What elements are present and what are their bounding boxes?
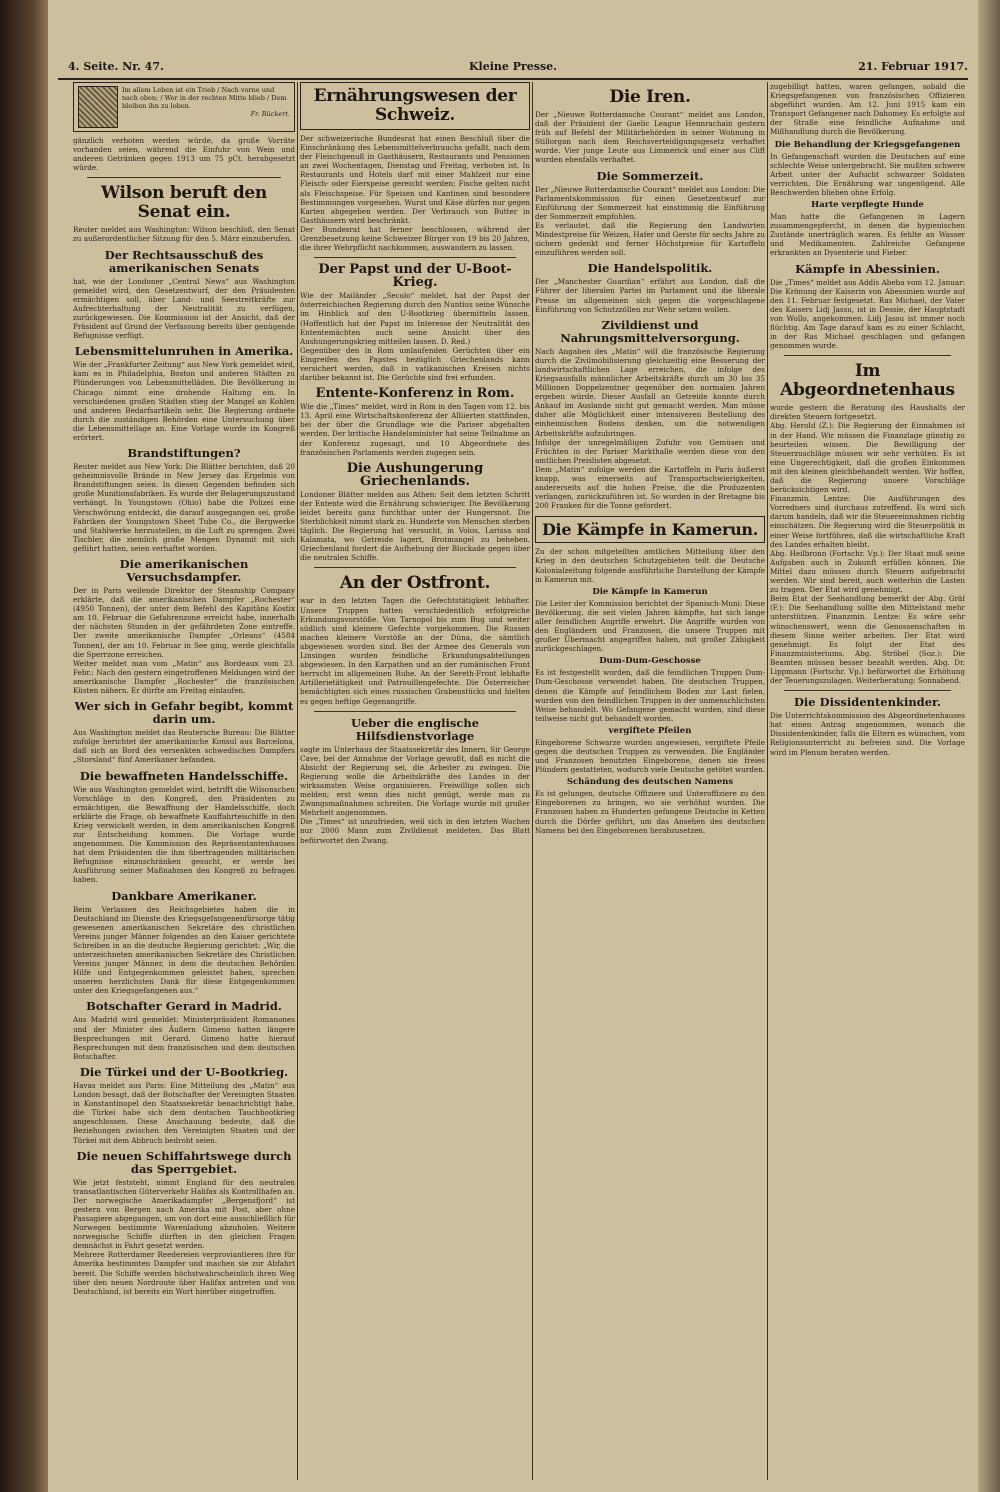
article-headline: Der Rechtsausschuß des amerikanischen Senats: [104, 247, 264, 275]
article-headline: An der Ostfront.: [339, 573, 491, 594]
headline-box: [300, 82, 530, 130]
divider: [784, 355, 951, 356]
article-headline: Ueber die englische Hilfsdienstvorlage: [350, 715, 480, 743]
poem-box: [73, 82, 295, 132]
article-headline: Zivildienst und Nahrungsmittelversorgung.: [560, 317, 740, 345]
article-headline: Die neuen Schiffahrtswege durch das Sperrgebiet.: [76, 1148, 292, 1176]
article-text: Wie der Mailänder „Secolo“ meldet, hat der Papst der österreichischen Regierung durch den Nuntius seine Wünsche im Hinblick auf den U-Bootkrieg übermitteln lassen. (Hoffentlich hat der Papst im Interesse der Neutralität den Ententemächten auch seine Ansicht über den Aushungerungskrieg mitteilen lassen. D. Red.): [300, 291, 530, 346]
article-text: Mehrere Rotterdamer Reedereien verproviantieren ihre für Amerika bestimmten Dampfer und machen sie zur Abfahrt bereit. Die Schiffe werden höchstwahrscheinlich ihren Weg über den neuen Nordroute über Halifax antreten und von Deutschland, ist bereits ein Wort hierüber eingetroffen.: [73, 1250, 295, 1296]
article-text: Reuter meldet aus Washington: Wilson beschloß, den Senat zu außerordentlicher Sitzung für den 5. März einzuberufen.: [73, 225, 295, 244]
article-text: sagte im Unterhaus der Staatssekretär des Innern, Sir George Cave, bei der Annahme der Vorlage gewußt, daß es nicht die Absicht der Regierung sei, die Arbeiter zu zwingen. Die Regierung wolle die Arbeitskräfte des Landes in der wirksamsten Weise organisieren. Freiwillige sollen sich melden; erst wenn dies nicht genügt, werde man zu Zwangsmaßnahmen schreiten. Die Vorlage wurde mit großer Mehrheit angenommen.: [300, 744, 530, 818]
divider: [784, 690, 951, 691]
article-text: Der „Manchester Guardian“ erfährt aus London, daß die Führer der liberalen Partei im Parlament und die liberale Presse im allgemeinen sich gegen die vorgeschlagene Einführung von Schutzzöllen zur Wehr setzen wollen.: [535, 277, 765, 314]
column-3: [535, 82, 765, 1480]
article-text: war in den letzten Tagen die Gefechtstätigkeit lebhafter. Unsere Truppen hatten verschiedentlich erfolgreiche Erkundungsvorstöße. Von Tarnopol bis zum Bug und weiter südlich sind kleinere Gefechte vorgekommen. Die Russen machen kleinere Vorstöße an der Düna, die sämtlich abgewiesen worden sind. Bei der Armee des Generals von Linsingen wurden feindliche Erkundungsabteilungen abgewiesen. In den Karpathen und an der rumänischen Front herrscht im allgemeinen Ruhe. An der Sereth-Front lebhafte Artillerietätigkeit und Patrouillengefechte. Die Österreicher bemächtigten sich eines russischen Grabenstücks und hielten es gegen heftige Gegenangriffe.: [300, 596, 530, 706]
article-headline: Die Iren.: [609, 87, 691, 107]
article-text: Es verlautet, daß die Regierung den Landwirten Mindestpreise für Weizen, Hafer und Gerste für sechs Jahre zu sichern gedenkt und ferner Höchstpreise für Kartoffeln einzuführen werden soll.: [535, 220, 765, 258]
newspaper-title: Kleine Presse.: [468, 60, 558, 73]
article-headline: Entente-Konferenz in Rom.: [315, 386, 515, 402]
page-header: [58, 60, 968, 80]
section-subheading: Die Kämpfe in Kamerun: [592, 586, 708, 597]
article-headline: Wilson beruft den Senat ein.: [101, 183, 267, 223]
article-text: Beim Verlassen des Reichsgebietes haben die in Deutschland im Dienste des Kriegsgefangenenfürsorge tätig gewesenen amerikanischen Sekretäre des christlichen Vereins junger Männer folgendes an den Kaiser gerichtete Schreiben in an die deutsche Regierung gerichtet: „Wir, die unterzeichneten amerikanischen Sekretäre des Christlichen Vereins junger Männer, in dem die deutschen Behörden Hilfe und Entgegenkommen geleistet haben, sprechen unseren herzlichsten Dank für diese Entgegenkommen unter den Kriegsgefangenen aus.“: [73, 904, 295, 996]
article-text: Aus Madrid wird gemeldet: Ministerpräsident Romanones und der Minister des Äußern Gimeno hatten längere Besprechungen mit Gerard. Gimeno hatte hierauf Besprechungen mit dem französischen und dem deutschen Botschafter.: [73, 1015, 295, 1061]
divider: [87, 177, 281, 178]
article-headline: Die Kämpfe in Kamerun.: [541, 520, 759, 540]
article-headline: Die Sommerzeit.: [596, 168, 704, 183]
divider: [314, 257, 516, 258]
article-text: Finanzmin. Lentze: Die Ausführungen des Vorredners sind durchaus zutreffend. Es wird sich darum handeln, daß wir die Steuereinnahmen richtig einschätzen. Die Regierung wird die Steuerpolitik in einer Weise fortführen, daß die wirtschaftliche Kraft des Landes erhalten bleibt.: [770, 494, 965, 549]
article-text: Zu der schon mitgeteilten amtlichen Mitteilung über den Krieg in den deutschen Schutzgebieten teilt die Deutsche Kolonialzeitung folgende ausführliche Darstellung der Kämpfe in Kamerun mit.: [535, 547, 765, 584]
article-text: Der Bundesrat hat ferner beschlossen, während der Grenzbesetzung keine Schweizer Bürger von 19 bis 20 Jahren, die ihrer Wehrpflicht nachkommen, auswandern zu lassen.: [300, 224, 530, 253]
article-text: Man hatte die Gefangenen in Lagern zusammengepfercht, in denen die hygienischen Zustände unerträglich waren. Es fehlte an Wasser und Medikamenten. Zahlreiche Gefangene erkrankten an Dysenterie und Fieber.: [770, 212, 965, 258]
article-text: Gegenüber den in Rom umlaufenden Gerüchten über ein Eingreifen des Papstes bezüglich Griechenlands kann versichert werden, daß in vatikanischen Kreisen nichts darüber bekannt ist. Die Gerüchte sind frei erfunden.: [300, 345, 530, 383]
column-rule: [297, 82, 298, 1480]
article-text: Der in Paris weilende Direktor der Steamship Company erklärte, daß die amerikanischen Dampfer „Rochester“ (4950 Tonnen), der unter dem Befehl des Kapitäns Kostix am 10. Februar die Gefahrenzone erreicht habe, innerhalb der nächsten Stunden in der gefährdeten Zone eintreffe. Der zweite amerikanische Dampfer „Orleans“ (4584 Tonnen), der am 10. Februar in See ging, werde gleichfalls die Sperrzone erreichen.: [73, 586, 295, 659]
article-text: Der „Nieuwe Rotterdamsche Courant“ meldet aus London, daß der Präsident der Gaelic League Hennrachain gestern früh auf Befehl der Militärbehörden in seiner Wohnung in Stillorgan nach dem Reichsverteidigungsgesetz verhaftet wurde. Vier junge Leute aus Limmerick und einer aus Cliff wurden ebenfalls verhaftet.: [535, 110, 765, 165]
article-text: hat, wie der Londoner „Central News“ aus Washington gemeldet wird, den Gesetzentwurf, der den Präsidenten ermächtigen soll, über Land- und Seestreitkräfte zur Aufrechterhaltung der Neutralität zu verfügen, zurückgewiesen. Die Kommission ist der Ansicht, daß der Präsident auf Grund der Verfassung bereits über genügende Befugnisse verfügt.: [73, 276, 295, 341]
article-text: zugebilligt hatten, waren gefangen, sobald die Kriegsgefangenen von französischen Offizieren abgeführt wurden. Am 12. Juni 1915 kam ein Transport Gefangener nach Dahomey. Es erfolgte auf der Straße eine feindliche Aufnahme und Mißhandlung durch die Bevölkerung.: [770, 82, 965, 137]
divider: [314, 567, 516, 568]
column-rule: [532, 82, 533, 1480]
poem-illustration: [78, 86, 118, 128]
article-headline: Ernährungswesen der Schweiz.: [313, 86, 517, 125]
article-text: Abg. Heilbronn (Fortschr. Vp.): Der Staat muß seine Aufgaben auch in Zukunft erfüllen können. Die Mittel dazu müssen durch Steuern aufgebracht werden. Wir sind bereit, auch weiterhin die Lasten zu tragen. Der Etat wird genehmigt.: [770, 548, 965, 595]
article-text: Die Leiter der Kommission berichtet der Spanisch-Muni: Diese Bevölkerung, die seit vielen Jahren kämpfte, hat sich lange aller feindlichen Angriffe erwehrt. Die Angriffe wurden von den Engländern und Franzosen, die unsere Truppen mit großer Übermacht angegriffen haben, mit großer Zähigkeit zurückgeschlagen.: [535, 598, 765, 654]
column-rule: [767, 82, 768, 1480]
article-text: Eingeborene Schwarze wurden angewiesen, vergiftete Pfeile gegen die deutschen Truppen zu verwenden. Die Engländer und Franzosen benutzten Eingeborene, denen sie freies Plündern gestatteten, wodurch viele Deutsche getötet wurden.: [535, 737, 765, 775]
article-headline: Die amerikanischen Versuchsdampfer.: [119, 557, 249, 584]
section-subheading: Dum-Dum-Geschosse: [599, 656, 701, 667]
headline-box: [535, 516, 765, 543]
article-text: Wie aus Washington gemeldet wird, betrifft die Wilsonschen Vorschläge in den Kongreß, den Präsidenten zu ermächtigen, die Bewaffnung der Handelsschiffe, doch erklärte die Frage, ob bewaffnete Kauffahrteischiffe in den Krieg verwickelt werden, in dem amerikanischen Kongreß zur Entscheidung kommen. Die Vorlage wurde angenommen. Die Kommission des Repräsentantenhauses hat dem Präsidenten die ihm übertragenden militärischen Befugnisse einzuschränken gesucht, er werde bei Ausführung seiner Maßnahmen den Kongreß zu befragen haben.: [73, 784, 295, 885]
section-subheading: Harte verpflegte Hunde: [811, 200, 924, 211]
divider: [314, 711, 516, 712]
article-text: Wie der „Frankfurter Zeitung“ aus New York gemeldet wird, kam es in Philadelphia, Boston und anderen Städten zu Plünderungen von Lebensmittelläden. Die Bevölkerung in Chicago nimmt eine drohende Haltung ein. In verschiedenen großen Städten stieg der Mangel an Kohlen und anderen Bedarfsartikeln sehr. Die Regierung ordnete durch die zuständigen Behörden eine Untersuchung über die Lebensmittellage an. Eine Vorlage wurde im Kongreß erörtert.: [73, 360, 295, 442]
article-headline: Der Papst und der U-Boot-Krieg.: [318, 262, 512, 291]
article-text: Wie jetzt feststeht, nimmt England für den neutralen transatlantischen Güterverkehr Halifax als Kontrollhafen an. Der norwegische Amerikadampfer „Bergensfjord“ ist gestern von Bergen nach Amerika mit Post, aber ohne Passagiere abgegangen, um von dort eine ausschließlich für Norwegen bestimmte Warenladung abzuholen. Weitere norwegische Schiffe dürften in den gleichen Fragen demnächst in Fahrt gesetzt werden.: [73, 1177, 295, 1251]
article-headline: Botschafter Gerard in Madrid.: [86, 999, 282, 1014]
poem-author: Fr. Rückert.: [250, 110, 290, 118]
article-text: gänzlich verboten werden würde, da große Vorräte vorhanden seien, während die Einfuhr von Wein und anderen Getränken gegen 1913 um 75 pCt. herabgesetzt würde.: [73, 136, 295, 173]
article-text: Es ist gelungen, deutsche Offiziere und Unteroffiziere zu den Eingeborenen zu bringen, wo sie verhöhnt wurden. Die Franzosen haben zu Hunderten gefangene Deutsche in Ketten durch die Dörfer geführt, um das Ansehen des deutschen Namens bei den Eingeborenen herabzusetzen.: [535, 789, 765, 835]
article-text: Wie die „Times“ meldet, wird in Rom in den Tagen vom 12. bis 13. April eine Wirtschaftskonferenz der Alliierten stattfinden, bei der über die Grundlage wie die Pariser abgehalten werden. Der britische Handelsminister hat seine Teilnahme an der Konferenz zugesagt, und 10 Abgeordnete des französischen Parlaments werden zugegen sein.: [300, 402, 530, 457]
page-edge: [978, 0, 1000, 1492]
article-text: Havas meldet aus Paris: Eine Mitteilung des „Matin“ aus London besagt, daß der Botschafter der Vereinigten Staaten in Konstantinopel den Staatssekretär benachrichtigt habe, die Türkei habe sich dem deutschen Tauchbootkrieg angeschlossen. Diese Anschauung bedeute, daß die Beziehungen zwischen den Vereinigten Staaten und der Türkei mit dem Abbruch bedroht seien.: [73, 1080, 295, 1145]
article-text: Infolge der unregelmäßigen Zufuhr von Gemüsen und Früchten in der Pariser Markthalle werden diese von den amtlichen Preislisten abgesetzt.: [535, 437, 765, 465]
article-text: Die „Times“ meldet aus Addis Abeba vom 12. Januar: Die Krönung der Kaiserin von Abessinien wurde auf den 11. Februar festgesetzt. Ras Michael, der Vater des Kaisers Lidj Jassu, ist in Dessie, der Hauptstadt von Wollo, angekommen. Lidj Jassu ist immer noch flüchtig. Am Tage darauf kam es zu einer Schlacht, in der Ras Michael geschlagen und gefangen genommen wurde.: [770, 277, 965, 351]
section-subheading: Die Behandlung der Kriegsgefangenen: [774, 139, 961, 150]
article-text: Dem „Matin“ zufolge werden die Kartoffeln in Paris äußerst knapp, was einerseits auf Transportschwierigkeiten, andererseits auf die hohen Preise, die die Produzenten verlangen, zurückzuführen ist. So wurden in der Bretagne bis 200 Franken für die Tonne gefordert.: [535, 464, 765, 511]
article-text: Die Unterrichtskommission des Abgeordnetenhauses hat einen Antrag angenommen, wonach die Dissidentenkinder, falls die Eltern es wünschen, vom Religionsunterricht zu befreien sind. Die Vorlage wird im Plenum beraten werden.: [770, 711, 965, 757]
book-binding-edge: [0, 0, 48, 1492]
article-headline: Die Türkei und der U-Bootkrieg.: [79, 1064, 289, 1079]
article-headline: Wer sich in Gefahr begibt, kommt darin um.: [74, 699, 294, 727]
article-text: Londoner Blätter melden aus Athen: Seit dem letzten Schritt der Entente wird die Ernährung schwieriger. Die Bevölkerung leidet bereits ganz furchtbar unter der Hungersnot. Die Sterblichkeit nimmt stark zu. Hunderte von Menschen sterben täglich. Die Regierung hat versucht, in Volos, Larissa und Kalamata, wo Getreide lagert, Brotmangel zu beheben. Griechenland fordert die Aufhebung der Blockade gegen über die neutralen Schiffe.: [300, 489, 530, 563]
article-headline: Kämpfe in Abessinien.: [795, 261, 940, 276]
article-text: Nach Angaben des „Matin“ will die französische Regierung durch die Zivilmobilisierung gleichzeitig eine Besserung der landwirtschaftlichen Lage erreichen, die infolge des Kriegsausfalls männlicher Arbeitskräfte durch um 30 bis 35 Millionen Doppelzentner gegenüber den normalen Jahren ergeben würde. Dieser Ausfall an Getreide konnte durch Ankauf im Auslande nicht gut gemacht werden. Man müsse daher alle Möglichkeit einer intensiveren Bestellung des einheimischen Bodens denken, um die notwendigen Arbeitskräfte aufzubringen.: [535, 346, 765, 438]
column-1: [73, 82, 295, 1480]
article-text: wurde gestern die Beratung des Haushalts der direkten Steuern fortgesetzt.: [770, 403, 965, 422]
poem-text: Im allem Leben ist ein Trieb / Nach vorne und nach oben; / Wer in der rechten Mitte blieb / Dem bleiben ihn zu loben.: [122, 86, 287, 110]
issue-date: 21. Februar 1917.: [858, 60, 968, 73]
article-text: Es ist festgestellt worden, daß die feindlichen Truppen Dum-Dum-Geschosse verwendet haben. Die deutschen Truppen, denen die Kämpfe auf feindlichem Boden zur Last fielen, wurden von den feindlichen Truppen in der unmenschlichsten Weise behandelt. Wo Gefangene gemacht wurden, sind diese teilweise nicht gut behandelt worden.: [535, 668, 765, 723]
article-text: Weiter meldet man vom „Matin“ aus Bordeaux vom 23. Febr.: Nach den gestern eingetroffenen Meldungen wird der amerikanische Dampfer „Rochester“ die französischen Küsten nähern. Er dürfte am Freitag einlaufen.: [73, 658, 295, 696]
article-text: In Gefangenschaft wurden die Deutschen auf eine schlechte Weise untergebracht. Sie mußten schwere Arbeit unter der Aufsicht schwarzer Soldaten verrichten. Die Ernährung war ungenügend. Alle Beschwerden blieben ohne Erfolg.: [770, 151, 965, 197]
article-headline: Im Abgeordnetenhaus: [780, 361, 955, 401]
section-subheading: vergiftete Pfeilen: [608, 725, 692, 736]
column-4: [770, 82, 965, 1480]
column-2: [300, 82, 530, 1480]
article-headline: Dankbare Amerikaner.: [111, 888, 257, 903]
article-headline: Die bewaffneten Handelsschiffe.: [79, 768, 289, 783]
article-headline: Die Handelspolitik.: [587, 261, 713, 276]
article-text: Der schweizerische Bundesrat hat einen Beschluß über die Einschränkung des Lebensmittelverbrauchs gefaßt, nach dem der Fleischgenuß in Gasthäusern, Restaurants und Pensionen an zwei Wochentagen, Dienstag und Freitag, verboten ist. In Restaurants und Hotels darf mit einer Mahlzeit nur eine Fleisch- oder Eierspeise gereicht werden; Fische gelten nicht als Fleischspeise. Für Speisen und Kantinen sind besondere Bestimmungen vorgesehen. Wurst und Käse dürfen nur gegen Karten abgegeben werden. Der Verbrauch von Butter in Gasthäusern wird beschränkt.: [300, 134, 530, 225]
article-headline: Die Dissidentenkinder.: [793, 695, 942, 710]
section-subheading: Schändung des deutschen Namens: [566, 777, 734, 788]
article-text: Der „Nieuwe Rotterdamsche Courant“ meldet aus London: Die Parlamentskommission für einen Gesetzentwurf zur Einführung der Sommerzeit hat einstimmig die Einführung der Sommerzeit empfohlen.: [535, 184, 765, 221]
article-headline: Lebensmittelunruhen in Amerika.: [74, 344, 294, 359]
article-headline: Brandstiftungen?: [127, 446, 241, 461]
article-text: Abg. Herold (Z.): Die Regierung der Einnahmen ist in der Hand. Wir müssen die Finanzlage günstig zu beurteilen wissen. Die Bewilligung der Steuerzuschläge müssen wir sehr verhüten. Es ist eine Ungerechtigkeit, daß die großen Einkommen mit den kleinen gleichbehandelt werden. Wir hoffen, daß die Regierung unsere Vorschläge berücksichtigen wird.: [770, 421, 965, 495]
article-headline: Die Aushungerung Griechenlands.: [346, 460, 484, 489]
article-text: Die „Times“ ist unzufrieden, weil sich in den letzten Wochen nur 2000 Mann zum Zivildienst meldeten. Das Blatt befürwortet den Zwang.: [300, 817, 530, 845]
article-text: Beim Etat der Seehandlung bemerkt der Abg. Gräf (F.): Die Seehandlung sollte den Mittelstand mehr unterstützen. Finanzmin. Lentze: Es wäre sehr wünschenswert, wenn die Genossenschaften in diesem Sinne weiter arbeiten. Der Etat wird genehmigt. Es folgt der Etat des Finanzministeriums. Abg. Ströbel (Soz.): Die Beamten müssen besser bezahlt werden. Abg. Dr. Lippmann (Fortschr. Vp.) befürwortet die Erhöhung der Teuerungszulagen. Weiterberatung: Sonnabend.: [770, 594, 965, 686]
article-text: Aus Washington meldet das Reutersche Bureau: Die Blätter zufolge berichtet der amerikanische Konsul aus Barcelona, daß sich an Bord des versenkten schwedischen Dampfers „Storsland“ fünf Amerikaner befanden.: [73, 728, 295, 765]
page-number: 4. Seite. Nr. 47.: [68, 60, 164, 73]
article-text: Reuter meldet aus New York: Die Blätter berichten, daß 20 geheimnisvolle Brände in New Jersey das Ergebnis von Brandstiftungen seien. In diesen Gegenden befinden sich große Munitionsfabriken. Es wurde der Belagerungszustand verhängt. In Youngstown (Ohio) habe die Polizei eine Verschwörung entdeckt, die darauf ausgegangen sei, große Fabriken der Youngstown Sheet Tube Co., die Bergwerke und Stahlwerke herzustellen, in die Luft zu sprengen. Zwei Tischler, die ziemlich große Mengen Dynamit mit sich geführt hatten, seien verhaftet worden.: [73, 462, 295, 553]
